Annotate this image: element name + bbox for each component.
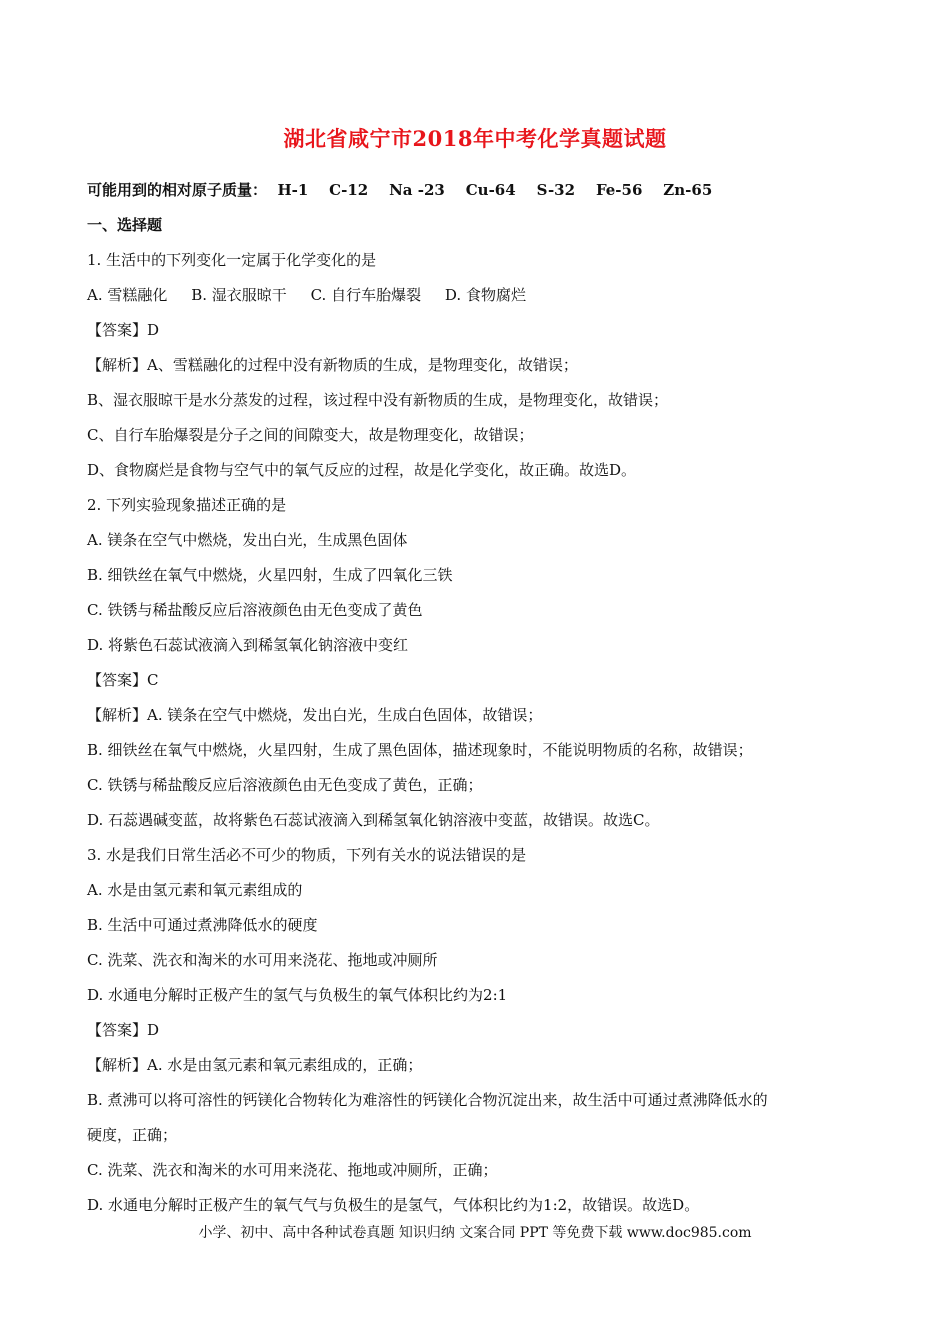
question-3-option-a: A. 水是由氢元素和氧元素组成的 — [87, 881, 303, 899]
page-footer: 小学、初中、高中各种试卷真题 知识归纳 文案合同 PPT 等免费下载 www.doc985.com — [198, 1225, 752, 1241]
analysis-1-c: C、自行车胎爆裂是分子之间的间隙变大，故是物理变化，故错误； — [87, 426, 534, 444]
question-2-option-d: D. 将紫色石蕊试液滴入到稀氢氧化钠溶液中变红 — [87, 636, 409, 654]
analysis-1-a: 【解析】A、雪糕融化的过程中没有新物质的生成，是物理变化，故错误； — [87, 356, 578, 374]
question-3: 3. 水是我们日常生活必不可少的物质，下列有关水的说法错误的是 — [87, 846, 527, 864]
question-1-options: A. 雪糕融化 B. 湿衣服晾干 C. 自行车胎爆裂 D. 食物腐烂 — [87, 286, 526, 304]
analysis-3-d: D. 水通电分解时正极产生的氧气气与负极生的是氢气，气体积比约为1:2，故错误。故选D。 — [87, 1196, 700, 1214]
analysis-3-b: B. 煮沸可以将可溶性的钙镁化合物转化为难溶性的钙镁化合物沉淀出来，故生活中可通过煮沸降低水的 — [87, 1091, 768, 1109]
answer-1: 【答案】D — [87, 321, 160, 339]
analysis-3-a: 【解析】A. 水是由氢元素和氧元素组成的，正确； — [87, 1056, 423, 1074]
analysis-2-c: C. 铁锈与稀盐酸反应后溶液颜色由无色变成了黄色，正确； — [87, 776, 483, 794]
analysis-3-b-continued: 硬度，正确； — [87, 1126, 178, 1144]
section-heading: 一、选择题 — [87, 216, 163, 234]
document-title: 湖北省咸宁市2018年中考化学真题试题 — [283, 126, 667, 151]
question-3-option-d: D. 水通电分解时正极产生的氢气与负极生的氧气体积比约为2:1 — [87, 986, 508, 1004]
analysis-3-c: C. 洗菜、洗衣和淘米的水可用来浇花、拖地或冲厕所，正确； — [87, 1161, 498, 1179]
analysis-1-b: B、湿衣服晾干是水分蒸发的过程，该过程中没有新物质的生成，是物理变化，故错误； — [87, 391, 669, 409]
question-2-option-a: A. 镁条在空气中燃烧，发出白光，生成黑色固体 — [87, 531, 408, 549]
analysis-1-d: D、食物腐烂是食物与空气中的氧气反应的过程，故是化学变化，故正确。故选D。 — [87, 461, 637, 479]
question-2: 2. 下列实验现象描述正确的是 — [87, 496, 287, 514]
question-3-option-b: B. 生活中可通过煮沸降低水的硬度 — [87, 916, 318, 934]
question-2-option-c: C. 铁锈与稀盐酸反应后溶液颜色由无色变成了黄色 — [87, 601, 423, 619]
analysis-2-b: B. 细铁丝在氧气中燃烧，火星四射，生成了黑色固体，描述现象时，不能说明物质的名称，故错误； — [87, 741, 753, 759]
question-2-option-b: B. 细铁丝在氧气中燃烧，火星四射，生成了四氧化三铁 — [87, 566, 453, 584]
question-3-option-c: C. 洗菜、洗衣和淘米的水可用来浇花、拖地或冲厕所 — [87, 951, 438, 969]
analysis-2-a: 【解析】A. 镁条在空气中燃烧，发出白光，生成白色固体，故错误； — [87, 706, 543, 724]
question-1: 1. 生活中的下列变化一定属于化学变化的是 — [87, 251, 377, 269]
answer-2: 【答案】C — [87, 671, 159, 689]
answer-3: 【答案】D — [87, 1021, 160, 1039]
analysis-2-d: D. 石蕊遇碱变蓝，故将紫色石蕊试液滴入到稀氢氧化钠溶液中变蓝，故错误。故选C。 — [87, 811, 660, 829]
atomic-masses-line: 可能用到的相对原子质量： H-1 C-12 Na -23 Cu-64 S-32 Fe-56 Zn-65 — [87, 181, 713, 199]
